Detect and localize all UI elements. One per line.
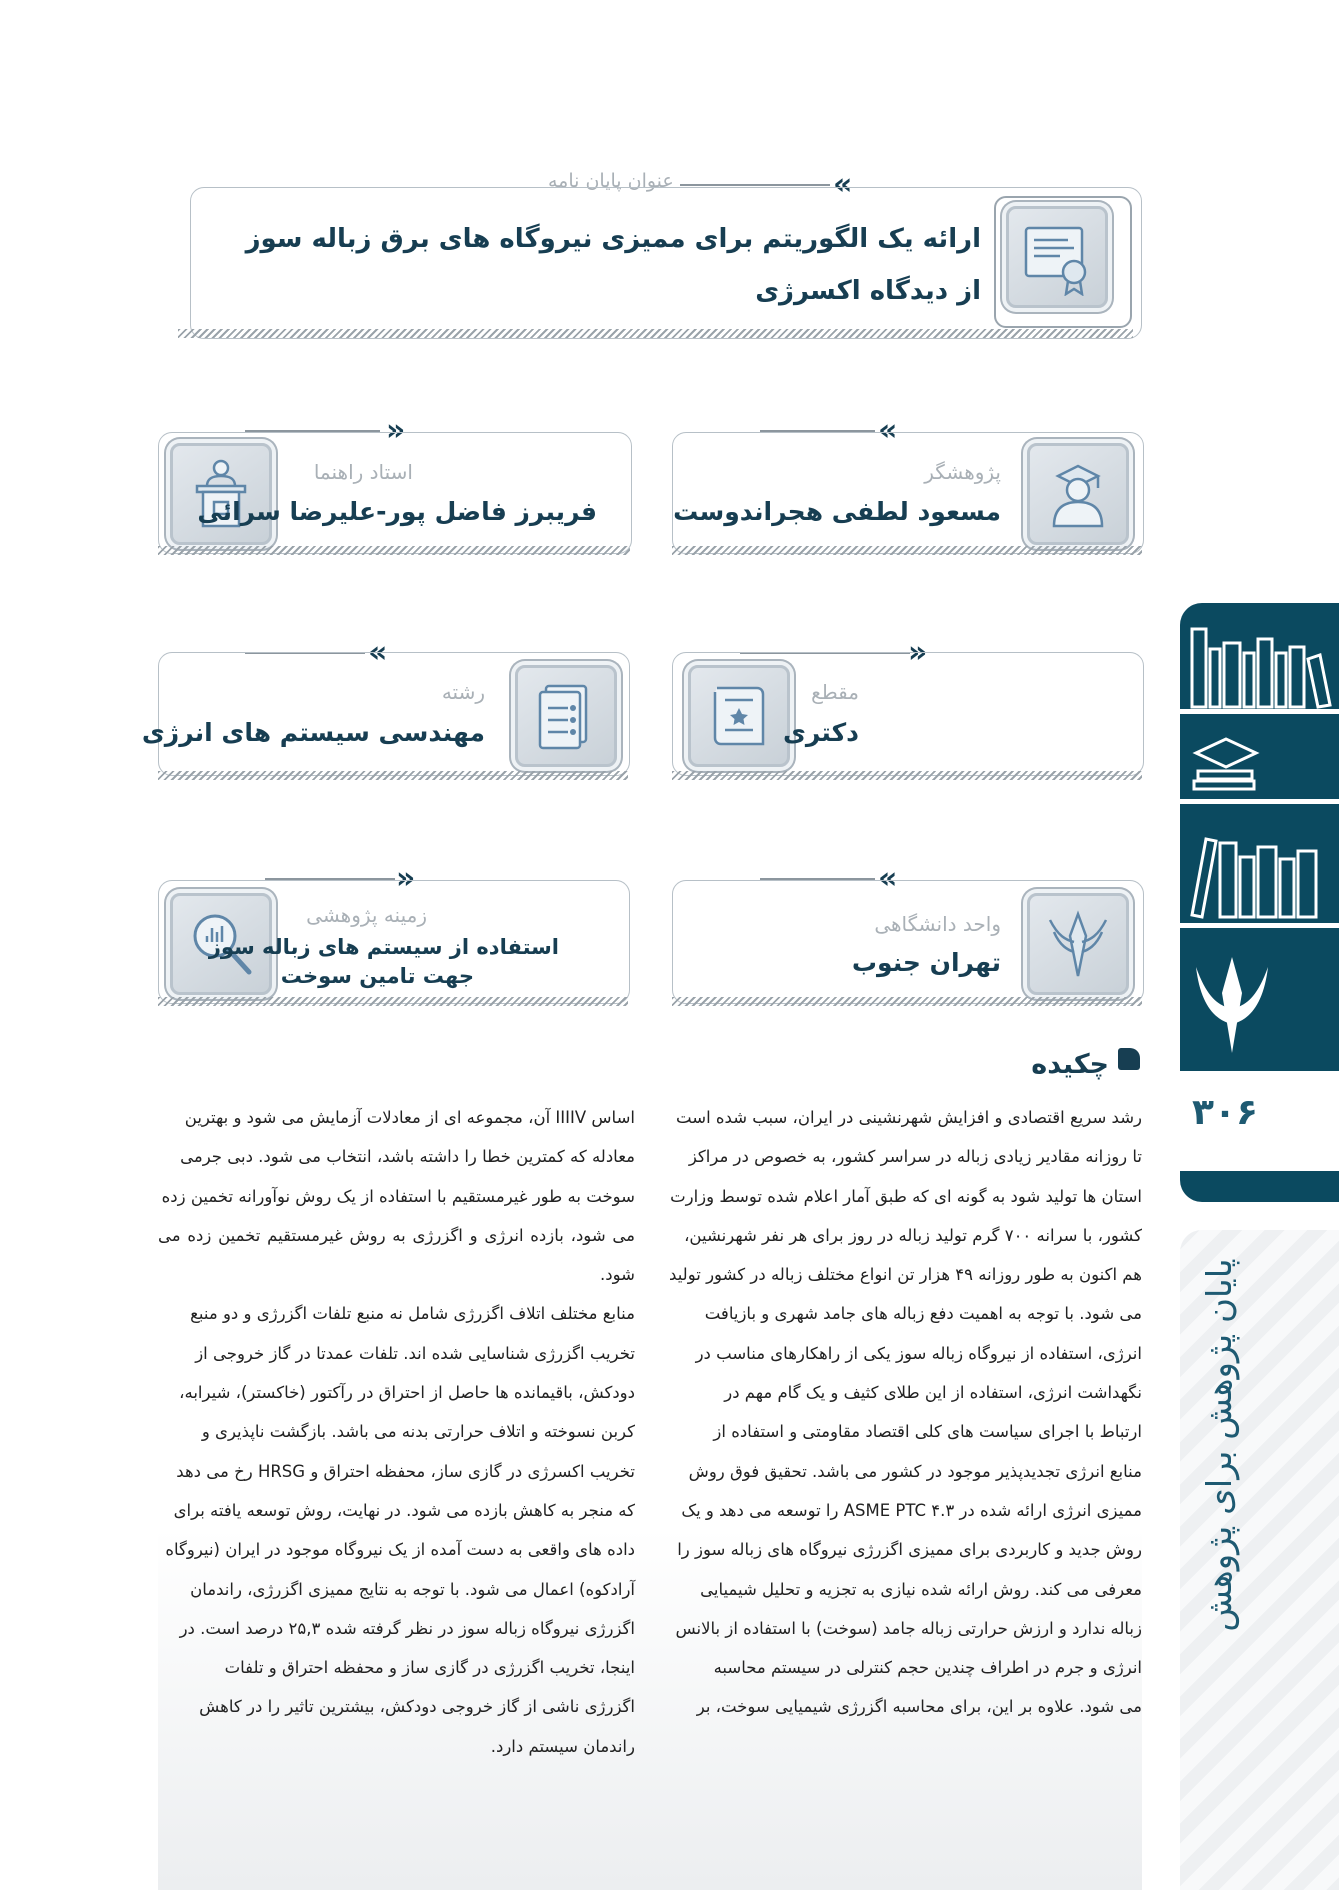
thesis-caption: عنوان پایان نامه xyxy=(548,170,674,192)
researcher-hatch xyxy=(672,546,1142,555)
area-value-line1: استفاده از سیستم های زباله سوز xyxy=(208,935,559,959)
books-icon xyxy=(1188,619,1338,709)
thesis-caption-rule xyxy=(680,184,830,186)
paragraph-line: دودکش، باقیمانده ها حاصل از احتراق در رآکتور (خاکستر)، شیرابه، xyxy=(179,1383,635,1403)
major-hatch xyxy=(158,771,628,780)
shelf-line xyxy=(1180,923,1339,928)
paragraph-line: کربن نسوخته و اتلاف حرارتی بدنه می باشد. بازگشت ناپذیری و xyxy=(201,1422,635,1442)
heading-marker-icon xyxy=(1118,1048,1140,1070)
thesis-title-line1: ارائه یک الگوریتم برای ممیزی نیروگاه های برق زباله سوز xyxy=(245,224,981,254)
advisor-value: فریبرز فاضل پور-علیرضا سرائی xyxy=(197,497,597,526)
double-chevron-icon: » xyxy=(386,413,406,448)
page-number: ۳۰۶ xyxy=(1192,1092,1258,1133)
paragraph-line: زباله ندارد و ارزش حرارتی زباله جامد (سوخت) با استفاده از بالانس xyxy=(675,1618,1142,1638)
paragraph-line: ارتباط با اجرای سیاست های کلی اقتصاد مقاومتی و استفاده از xyxy=(713,1422,1142,1442)
document-list-icon xyxy=(515,665,617,767)
abstract-heading: چکیده xyxy=(1031,1049,1109,1080)
major-value: مهندسی سیستم های انرژی xyxy=(141,718,485,747)
degree-hatch xyxy=(672,771,1142,780)
vertical-title: پایان پژوهش برای پژوهش xyxy=(1200,1258,1240,1632)
certificate-icon xyxy=(1006,206,1108,308)
paragraph-line: اگزرژی ناشی از گاز خروجی دودکش، بیشترین تاثیر را در کاهش xyxy=(199,1697,635,1717)
area-label: زمینه پژوهشی xyxy=(306,903,427,927)
shelf-line xyxy=(1180,709,1339,714)
shelf-line xyxy=(1180,799,1339,804)
paragraph-line: معرفی می کند. روش ارائه شده نیازی به تجزیه و تحلیل شیمیایی xyxy=(700,1579,1142,1599)
paragraph-line: راندمان سیستم دارد. xyxy=(490,1736,635,1756)
paragraph-line: می شود. با توجه به اهمیت دفع زباله های جامد شهری و بازیافت xyxy=(704,1304,1142,1324)
area-hatch xyxy=(158,997,628,1006)
sidebar-tab xyxy=(1180,603,1339,1071)
double-chevron-icon: » xyxy=(908,635,928,670)
paragraph-line: انرژی، استفاده از نیروگاه زباله سوز یکی از راهکارهای مناسب در xyxy=(695,1343,1142,1363)
paragraph-line: منابع مختلف اتلاف اگزرژی شامل نه منبع تلفات اگزرژی و دو منبع xyxy=(190,1304,635,1324)
paragraph-line: استان ها تولید شود به گونه ای که طبق آمار اعلام شده توسط وزارت xyxy=(670,1186,1142,1206)
university-emblem-icon xyxy=(1194,953,1270,1057)
graduate-icon xyxy=(1027,443,1129,545)
paragraph-line: می شود، بازده انرژی و اگزرژی به روش غیرمستقیم تخمین زده می شود. xyxy=(158,1225,635,1285)
double-chevron-icon: « xyxy=(878,861,898,896)
paragraph-line: می شود. علاوه بر این، برای محاسبه اگزرژی شیمیایی سوخت، بر xyxy=(696,1697,1142,1717)
scroll-icon xyxy=(688,665,790,767)
paragraph-line: داده های واقعی به دست آمده از یک نیروگاه موجود در ایران (نیروگاه xyxy=(165,1540,635,1560)
unit-label: واحد دانشگاهی xyxy=(874,912,1001,936)
advisor-label: استاد راهنما xyxy=(313,460,413,484)
lectern-icon xyxy=(170,443,272,545)
paragraph-line: اساس IIIIV آن، مجموعه ای از معادلات آزمایش می شود و بهترین xyxy=(184,1108,635,1127)
double-chevron-icon: « xyxy=(833,167,853,202)
double-chevron-icon: « xyxy=(368,635,388,670)
researcher-value: مسعود لطفی هجراندوست xyxy=(673,497,1001,526)
paragraph-line: که منجر به کاهش بازده می شود. در نهایت، روش توسعه یافته برای xyxy=(173,1500,635,1520)
paragraph-line: نگهداشت انرژی، استفاده از این طلای کثیف و یک گام مهم در xyxy=(724,1383,1142,1403)
paragraph-line: تخریب اگزرژی شناسایی شده اند. تلفات عمدتا در گاز خروجی از xyxy=(195,1343,635,1363)
thesis-title-line2: از دیدگاه اکسرژی xyxy=(755,276,981,306)
unit-hatch xyxy=(672,997,1142,1006)
graduation-cap-icon xyxy=(1190,731,1270,795)
paragraph-line: منابع انرژی تجدیدپذیر موجود در کشور می باشد. تحقیق فوق روش xyxy=(688,1461,1142,1481)
unit-value: تهران جنوب xyxy=(851,948,1001,977)
paragraph-line: آرادکوه) اعمال می شود. با توجه به نتایج ممیزی اگزرژی، راندمان xyxy=(190,1579,635,1599)
paragraph-line: رشد سریع اقتصادی و افزایش شهرنشینی در ایران، سبب شده است xyxy=(676,1108,1142,1127)
sidebar-tab-bottom xyxy=(1180,1171,1339,1202)
vertical-title-box xyxy=(1180,1230,1260,1660)
paragraph-line: اینجا، تخریب اگزرژی در گازی ساز و محفظه احتراق و تلفات xyxy=(224,1658,635,1678)
double-chevron-icon: « xyxy=(878,413,898,448)
paragraph-line: ممیزی انرژی ارائه شده در ASME PTC ۴.۳ را توسعه می دهد و یک xyxy=(681,1500,1142,1520)
paragraph-line: تا روزانه مقادیر زیادی زباله در سراسر کشور، به خصوص در مراکز xyxy=(688,1147,1142,1167)
paragraph-line: هم اکنون به طور روزانه ۴۹ هزار تن انواع مختلف زباله در کشور تولید xyxy=(669,1265,1142,1285)
degree-label: مقطع xyxy=(811,680,859,704)
paragraph-line: تخریب اکسرژی در گازی ساز، محفظه احتراق و HRSG رخ می دهد xyxy=(176,1461,635,1481)
paragraph-line: سوخت به طور غیرمستقیم با استفاده از یک روش نوآورانه تخمین زده xyxy=(161,1186,635,1206)
advisor-hatch xyxy=(158,546,630,555)
books-icon xyxy=(1188,829,1338,921)
paragraph-line: انرژی و جرم در اطراف چندین حجم کنترلی در سیستم محاسبه xyxy=(713,1658,1142,1678)
paragraph-line: اگزرژی نیروگاه زباله سوز در نظر گرفته شده ۲۵,۳ درصد است. در xyxy=(179,1618,635,1638)
degree-value: دکتری xyxy=(782,718,859,747)
paragraph-line: معادله که کمترین خطا را داشته باشد، انتخاب می شود. دبی جرمی xyxy=(180,1147,635,1167)
major-label: رشته xyxy=(441,680,485,704)
thesis-hatch xyxy=(178,329,1133,338)
paragraph-line: کشور، با سرانه ۷۰۰ گرم تولید زباله در روز برای هر نفر شهرنشین، xyxy=(684,1225,1142,1245)
paragraph-line: روش جدید و کاربردی برای ممیزی اگزرژی نیروگاه های زباله سوز را xyxy=(677,1540,1142,1560)
abstract-col-right xyxy=(665,1098,1142,1727)
area-value-line2: جهت تامین سوخت xyxy=(280,964,474,988)
double-chevron-icon: » xyxy=(396,861,416,896)
researcher-label: پژوهشگر xyxy=(924,460,1001,484)
abstract-col-left xyxy=(158,1098,635,1766)
university-logo-icon xyxy=(1027,893,1129,995)
